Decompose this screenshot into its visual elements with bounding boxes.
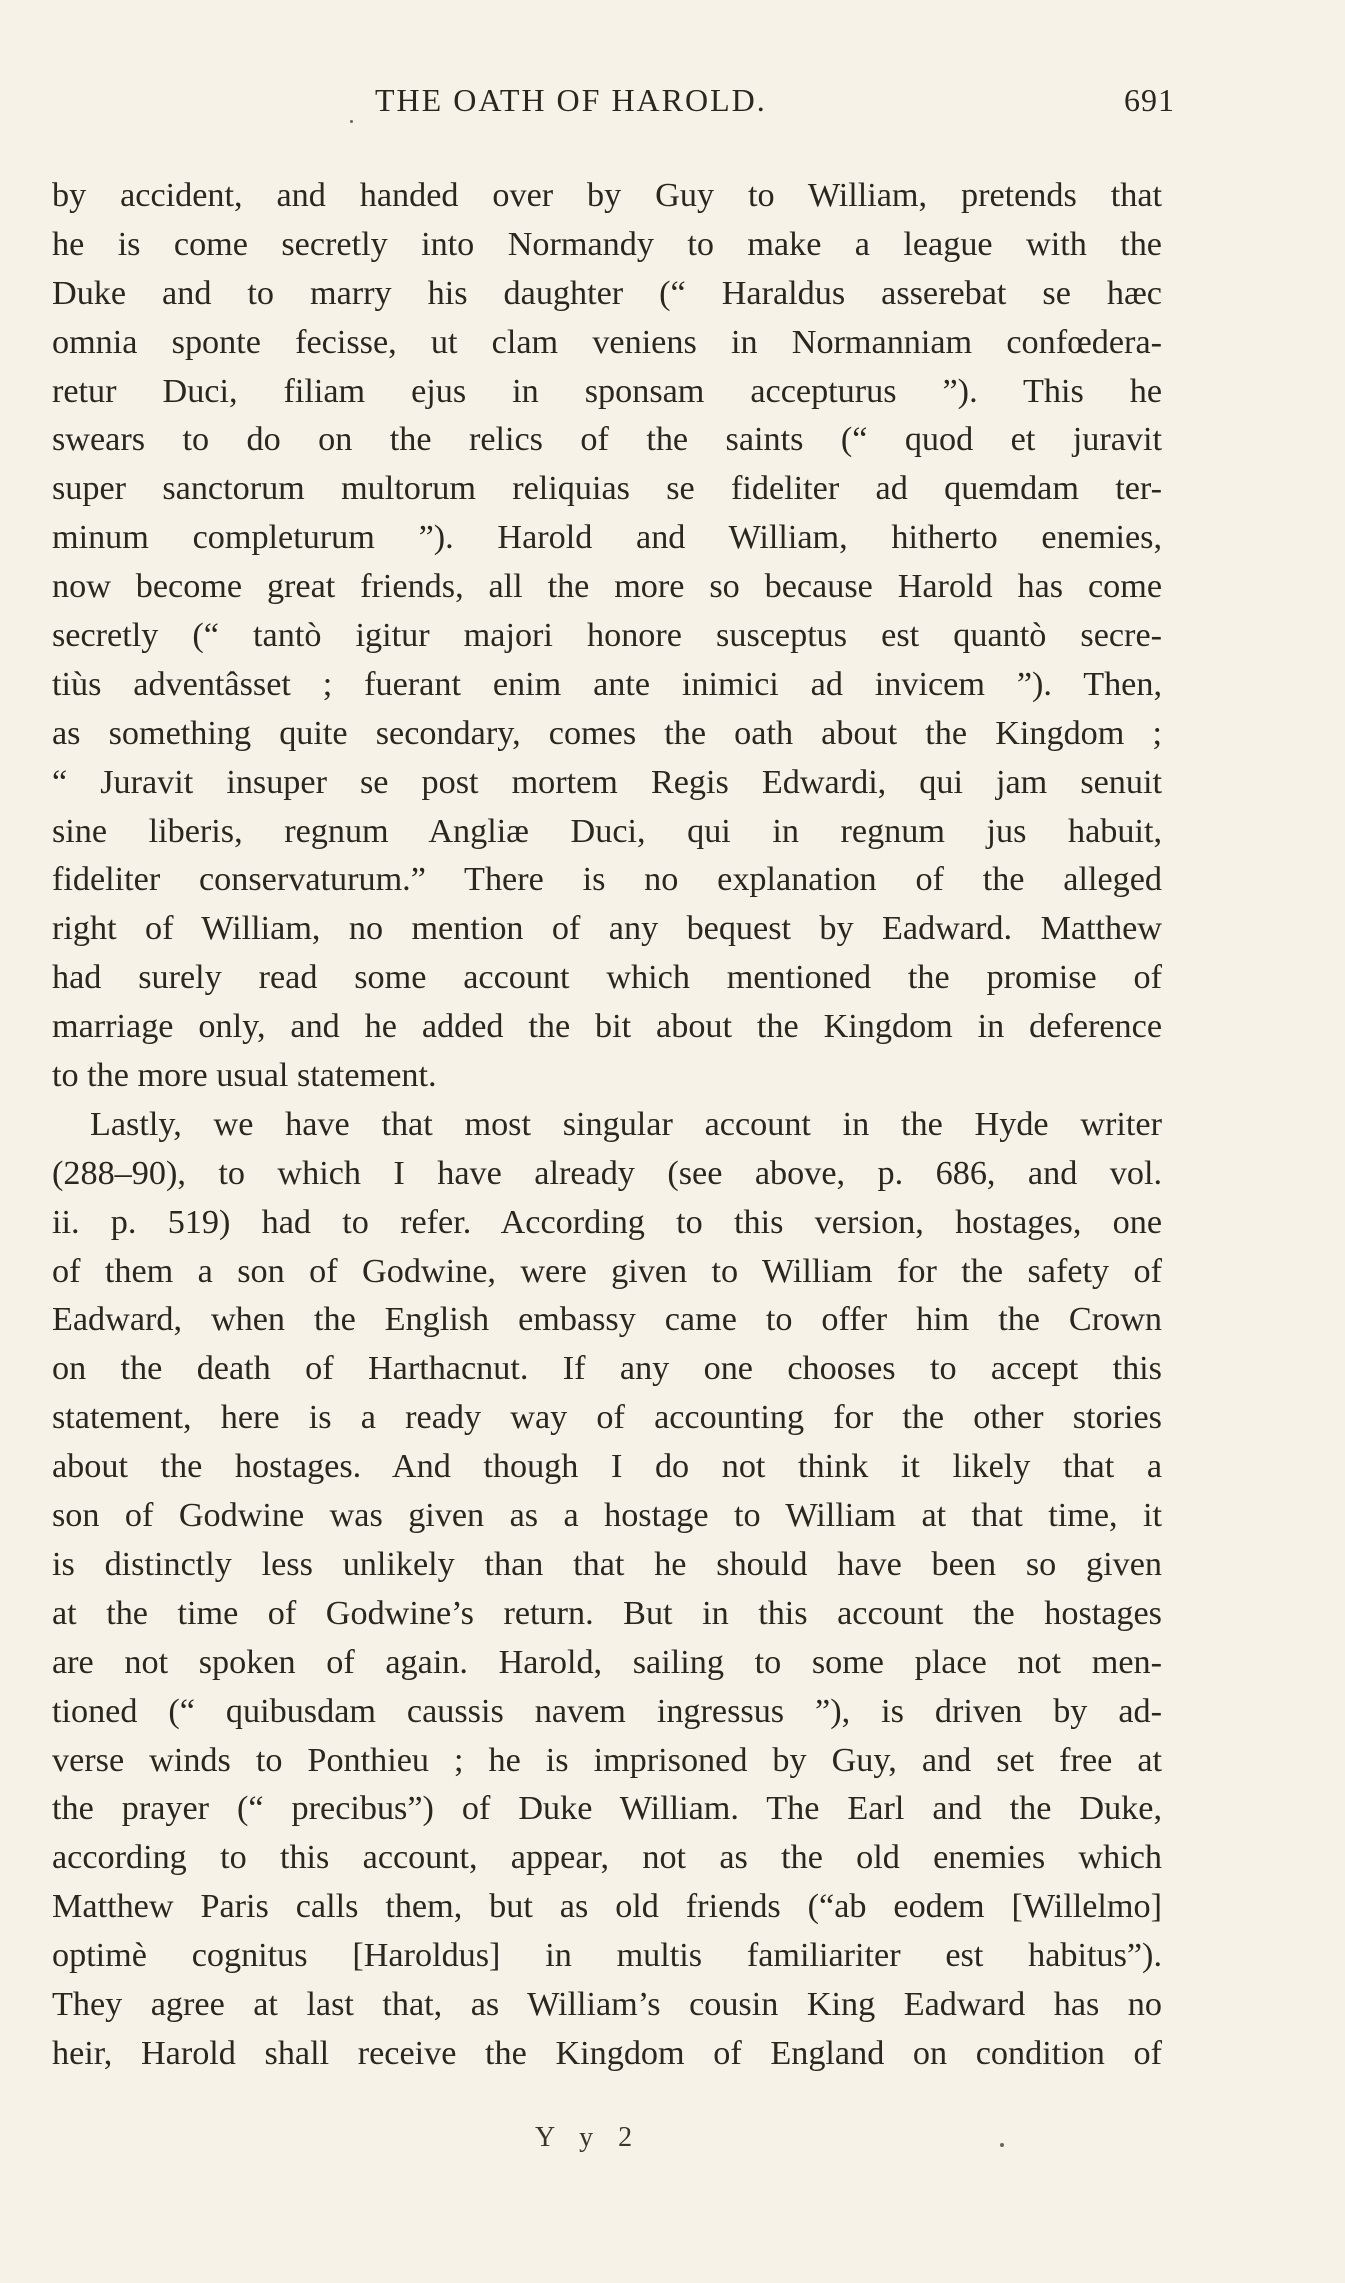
text-line: at the time of Godwine’s return. But in this account the hostages <box>52 1594 1162 1632</box>
text-line: tioned (“ quibusdam caussis navem ingressus ”), is driven by ad- <box>52 1692 1162 1730</box>
page-number: 691 <box>1124 82 1175 118</box>
text-line: They agree at last that, as William’s cousin King Eadward has no <box>52 1985 1162 2023</box>
text-line: minum completurum ”). Harold and William, hitherto enemies, <box>52 519 1162 557</box>
text-line: super sanctorum multorum reliquias se fideliter ad quemdam ter- <box>52 470 1162 508</box>
text-line: Duke and to marry his daughter (“ Haraldus asserebat se hæc <box>52 274 1162 312</box>
text-line: swears to do on the relics of the saints (“ quod et juravit <box>52 421 1162 459</box>
text-line: had surely read some account which mentioned the promise of <box>52 959 1162 997</box>
text-line: Eadward, when the English embassy came to offer him the Crown <box>52 1301 1162 1339</box>
text-line: on the death of Harthacnut. If any one chooses to accept this <box>52 1350 1162 1388</box>
text-line: tiùs adventâsset ; fuerant enim ante inimici ad invicem ”). Then, <box>52 665 1162 703</box>
text-line: fideliter conservaturum.” There is no explanation of the alleged <box>52 861 1162 899</box>
text-line: is distinctly less unlikely than that he should have been so given <box>52 1545 1162 1583</box>
ink-speck <box>1000 2143 1004 2147</box>
text-line: (288–90), to which I have already (see above, p. 686, and vol. <box>52 1154 1162 1192</box>
text-line: right of William, no mention of any bequest by Eadward. Matthew <box>52 910 1162 948</box>
text-line: “ Juravit insuper se post mortem Regis Edwardi, qui jam senuit <box>52 763 1162 801</box>
text-line: the prayer (“ precibus”) of Duke William. The Earl and the Duke, <box>52 1790 1162 1828</box>
signature-mark: Y y 2 <box>535 2122 642 2153</box>
text-line: verse winds to Ponthieu ; he is imprisoned by Guy, and set free at <box>52 1741 1162 1779</box>
text-line: to the more usual statement. <box>52 1057 437 1095</box>
text-line: statement, here is a ready way of accounting for the other stories <box>52 1399 1162 1437</box>
text-line: optimè cognitus [Haroldus] in multis familiariter est habitus”). <box>52 1937 1162 1975</box>
text-line: he is come secretly into Normandy to make a league with the <box>52 225 1162 263</box>
text-line: omnia sponte fecisse, ut clam veniens in Normanniam confœdera- <box>52 323 1162 361</box>
paragraph <box>52 172 1162 1101</box>
text-line: are not spoken of again. Harold, sailing to some place not men- <box>52 1643 1162 1681</box>
ink-speck <box>350 120 353 123</box>
text-line: marriage only, and he added the bit about the Kingdom in deference <box>52 1008 1162 1046</box>
text-line: secretly (“ tantò igitur majori honore susceptus est quantò secre- <box>52 617 1162 655</box>
running-title: THE OATH OF HAROLD. <box>375 82 767 118</box>
paragraph <box>52 1101 1162 2079</box>
body-text <box>52 172 1162 2079</box>
text-line: sine liberis, regnum Angliæ Duci, qui in regnum jus habuit, <box>52 812 1162 850</box>
text-line: of them a son of Godwine, were given to William for the safety of <box>52 1252 1162 1290</box>
text-line: ii. p. 519) had to refer. According to this version, hostages, one <box>52 1203 1162 1241</box>
text-line: son of Godwine was given as a hostage to William at that time, it <box>52 1497 1162 1535</box>
text-line: as something quite secondary, comes the oath about the Kingdom ; <box>52 714 1162 752</box>
text-line: according to this account, appear, not as the old enemies which <box>52 1839 1162 1877</box>
text-line: heir, Harold shall receive the Kingdom of England on condition of <box>52 2034 1162 2072</box>
text-line: now become great friends, all the more so because Harold has come <box>52 568 1162 606</box>
text-line: Lastly, we have that most singular account in the Hyde writer <box>90 1105 1162 1143</box>
running-head <box>190 82 1175 132</box>
text-line: by accident, and handed over by Guy to William, pretends that <box>52 177 1162 214</box>
text-line: Matthew Paris calls them, but as old friends (“ab eodem [Willelmo] <box>52 1888 1162 1926</box>
text-line: retur Duci, filiam ejus in sponsam accepturus ”). This he <box>52 372 1162 410</box>
text-line: about the hostages. And though I do not think it likely that a <box>52 1448 1162 1486</box>
